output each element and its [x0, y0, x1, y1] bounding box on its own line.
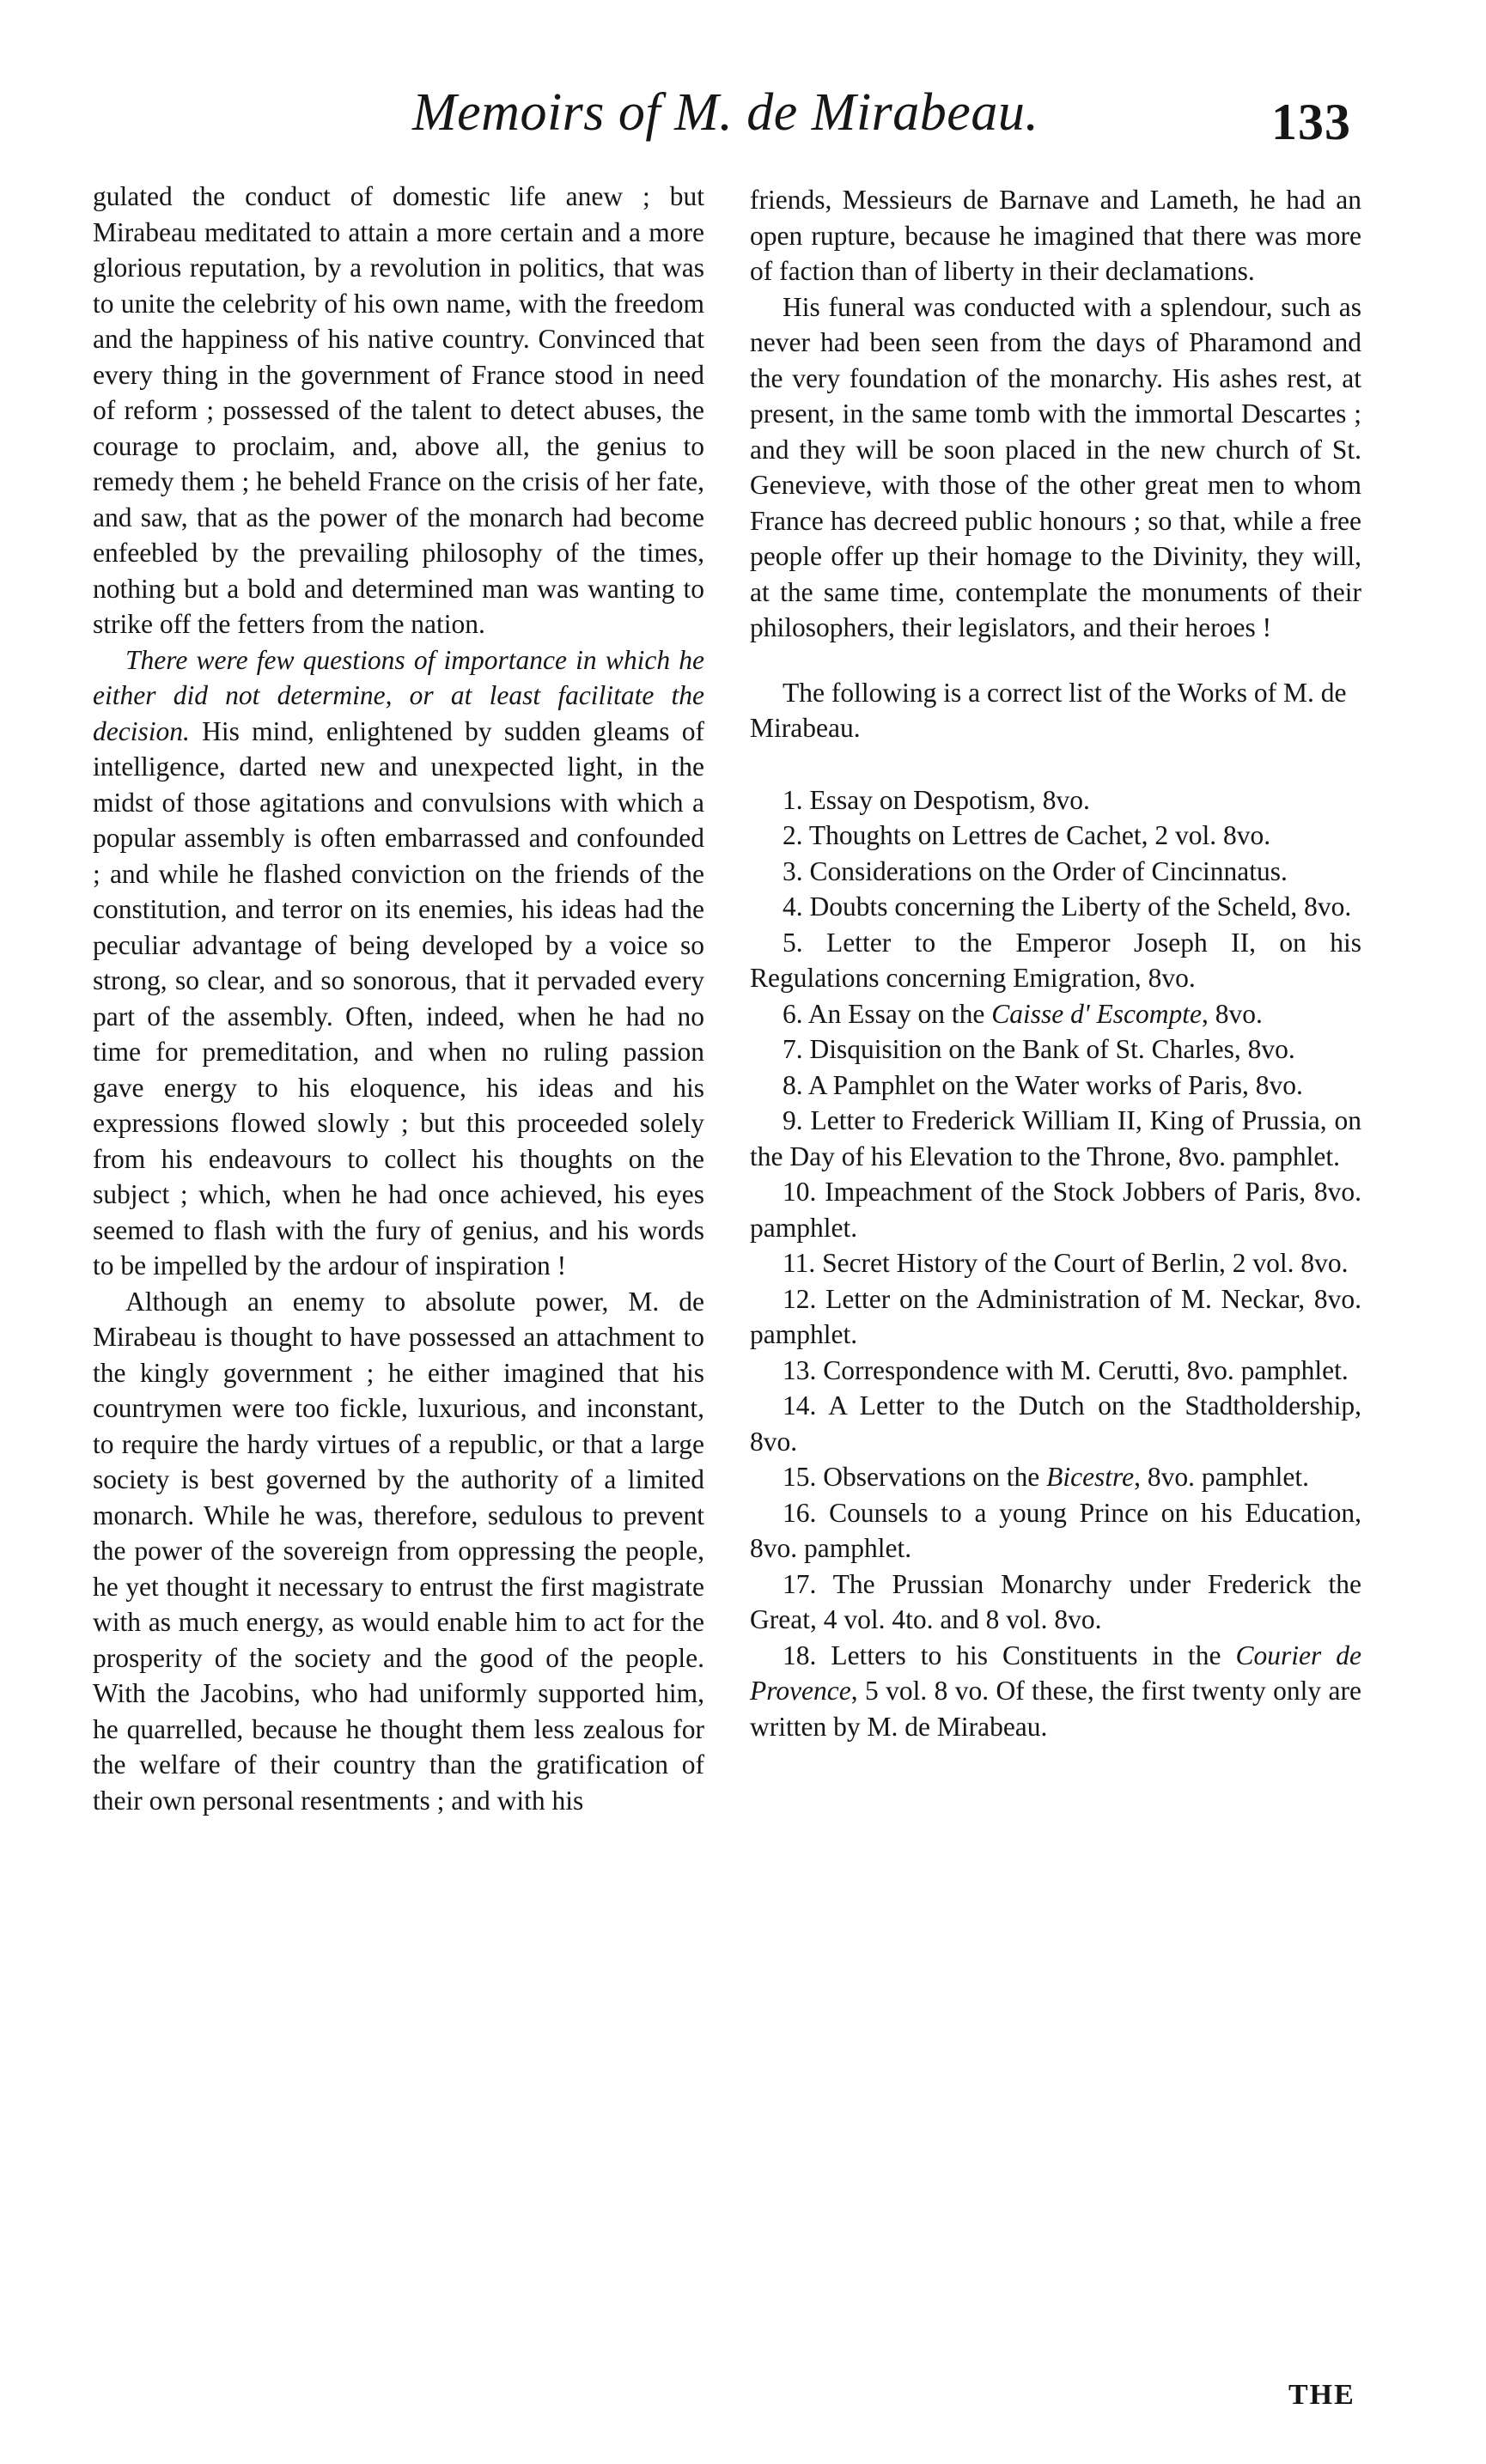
list-item: 9. Letter to Frederick William II, King of Prussia, on the Day of his Elevation to the Throne, 8vo. pamphlet. — [750, 1105, 1361, 1171]
running-title: Memoirs of M. de Mirabeau. — [412, 83, 1039, 142]
list-item: 17. The Prussian Monarchy under Frederick the Great, 4 vol. 4to. and 8 vol. 8vo. — [750, 1568, 1361, 1634]
list-item: 3. Considerations on the Order of Cincinnatus. — [783, 855, 1288, 886]
list-item: 14. A Letter to the Dutch on the Stadtholdership, 8vo. — [750, 1390, 1361, 1457]
italic-title: Courier de Provence — [750, 1640, 1361, 1706]
list-item-text: , 8vo. pamphlet. — [1134, 1462, 1309, 1492]
list-item: 8. A Pamphlet on the Water works of Paris, 8vo. — [783, 1069, 1303, 1100]
list-item: 1. Essay on Despotism, 8vo. — [783, 784, 1090, 815]
list-item-text: 15. Observations on the — [783, 1462, 1047, 1492]
list-item: 12. Letter on the Administration of M. Neckar, 8vo. pamphlet. — [750, 1283, 1361, 1349]
list-item-text: , 8vo. — [1201, 998, 1263, 1029]
list-item-text: 6. An Essay on the — [783, 998, 992, 1029]
page-number: 133 — [1271, 94, 1351, 150]
italic-title: Caisse d' Escompte — [991, 998, 1202, 1029]
list-item: 2. Thoughts on Lettres de Cachet, 2 vol. 8vo. — [783, 820, 1271, 850]
paragraph-text: His mind, enlightened by sudden gleams of intelligence, darted new and unexpected light, in the midst of those agitations and convulsions with which a popular assembly is often embarrassed and confounded ; and while he flashed conviction on the friends of the constitution, and terror on its enemies, his ideas had the peculiar advantage of being developed by a voice so strong, so clear, and so sonorous, that it pervaded every part of the assembly. Often, indeed, when he had no time for premeditation, and when no ruling passion gave energy to his eloquence, his ideas and his expressions flowed slowly ; but this proceeded solely from his endeavours to collect his thoughts on the subject ; which, when he had once achieved, his eyes seemed to flash with the fury of genius, and his words to be impelled by the ardour of inspiration ! — [93, 715, 704, 1281]
paragraph: Although an enemy to absolute power, M. de Mirabeau is thought to have possessed an attachment to the kingly government ; he either imagined that his countrymen were too fickle, luxurious, and inconstant, to require the hardy virtues of a republic, or that a large society is best governed by the authority of a limited monarch. While he was, therefore, sedulous to prevent the power of the sovereign from oppressing the people, he yet thought it necessary to entrust the first magistrate with as much energy, as would enable him to act for the prosperity of the society and the good of the people. With the Jacobins, who had uniformly supported him, he quarrelled, because he thought them less zealous for the welfare of their country than the gratification of their own personal resentments ; and with his — [93, 1286, 704, 1816]
paragraph: friends, Messieurs de Barnave and Lameth, he had an open rupture, because he imagined that there was more of faction than of liberty in their declamations. — [750, 185, 1361, 286]
list-item: 7. Disquisition on the Bank of St. Charles, 8vo. — [783, 1034, 1295, 1064]
list-item: 11. Secret History of the Court of Berlin, 2 vol. 8vo. — [783, 1248, 1349, 1278]
left-column — [93, 179, 704, 1818]
paragraph: His funeral was conducted with a splendour, such as never had been seen from the days of Pharamond and the very foundation of the monarchy. His ashes rest, at present, in the same tomb with the immortal Descartes ; and they will be soon placed in the new church of St. Genevieve, with those of the other great men to whom France has decreed public honours ; so that, while a free people offer up their homage to the Divinity, they will, at the same time, contemplate the monuments of their philosophers, their legislators, and their heroes ! — [750, 291, 1361, 642]
list-item: 16. Counsels to a young Prince on his Education, 8vo. pamphlet. — [750, 1497, 1361, 1563]
list-item: 13. Correspondence with M. Cerutti, 8vo. pamphlet. — [783, 1354, 1349, 1385]
list-item — [750, 1459, 1361, 1495]
list-item — [750, 996, 1361, 1032]
list-item-text: , 5 vol. 8 vo. Of these, the first twenty only are written by M. de Mirabeau. — [750, 1676, 1361, 1742]
paragraph — [93, 642, 704, 1284]
catchword: THE — [1288, 2379, 1355, 2411]
list-item-text: 18. Letters to his Constituents in the — [783, 1640, 1236, 1670]
right-column — [750, 182, 1361, 1744]
italic-sentence: There were few questions of importance in which he either did not determine, or at least facilitate the decision. — [93, 644, 704, 746]
list-item: 10. Impeachment of the Stock Jobbers of Paris, 8vo. pamphlet. — [750, 1177, 1361, 1243]
list-item: 5. Letter to the Emperor Joseph II, on his Regulations concerning Emigration, 8vo. — [750, 927, 1361, 993]
list-item — [750, 1638, 1361, 1745]
paragraph: gulated the conduct of domestic life anew ; but Mirabeau meditated to attain a more certain and a more glorious reputation, by a revolution in politics, that was to unite the celebrity of his own name, with the freedom and the happiness of his native country. Convinced that every thing in the government of France stood in need of reform ; possessed of the talent to detect abuses, the courage to proclaim, and, above all, the genius to remedy them ; he beheld France on the crisis of her fate, and saw, that as the power of the monarch had become enfeebled by the prevailing philosophy of the times, nothing but a bold and determined man was wanting to strike off the fetters from the nation. — [93, 181, 704, 639]
works-list-heading: The following is a correct list of the Works of M. de Mirabeau. — [750, 677, 1347, 743]
italic-title: Bicestre — [1046, 1462, 1135, 1492]
list-item: 4. Doubts concerning the Liberty of the Scheld, 8vo. — [783, 891, 1352, 922]
works-list — [750, 782, 1361, 1745]
